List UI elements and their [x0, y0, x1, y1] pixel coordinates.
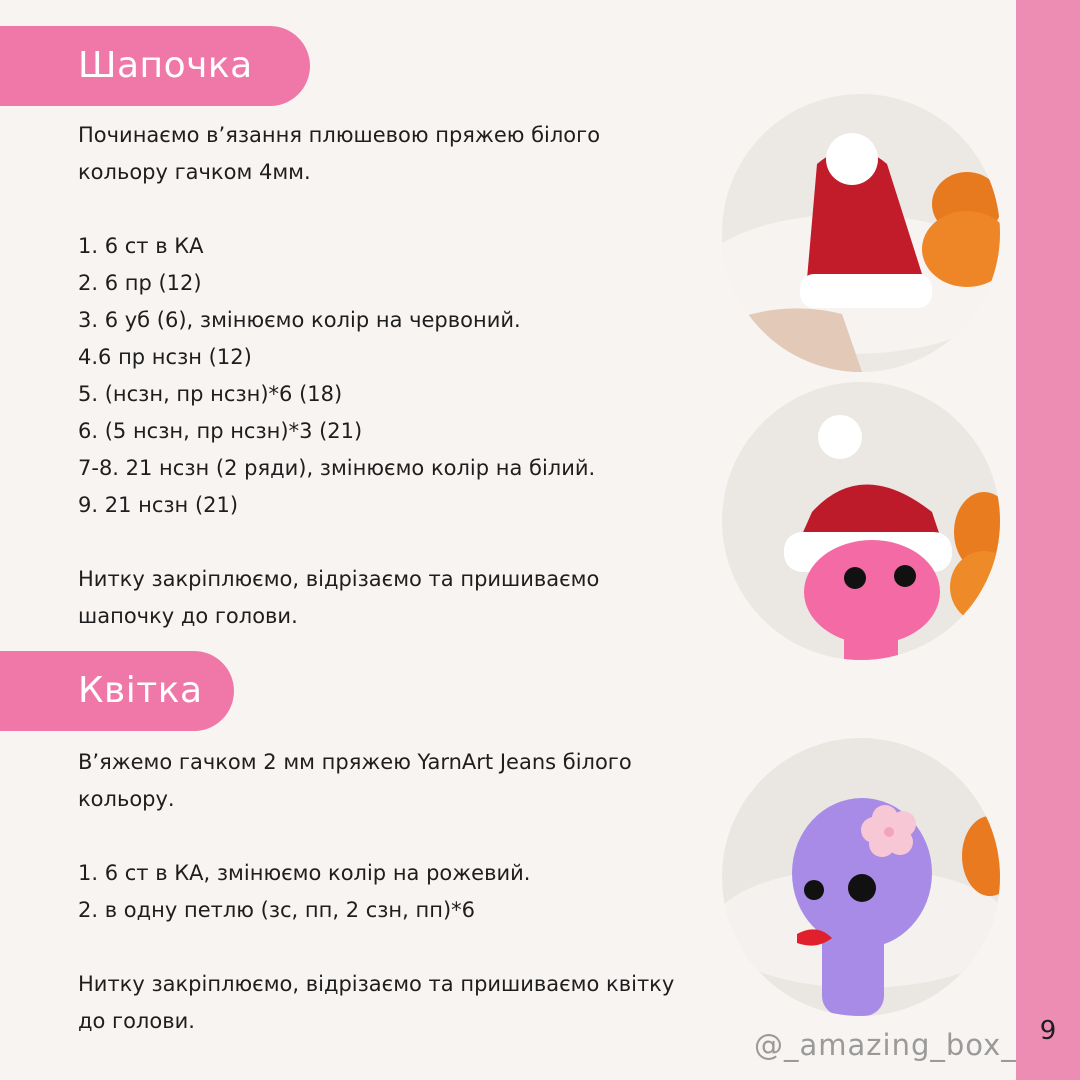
author-handle: @_amazing_box_	[754, 1028, 1017, 1062]
hat-outro-line: Нитку закріплюємо, відрізаємо та пришиваємо	[78, 567, 600, 591]
flower-step: 2. в одну петлю (зс, пп, 2 сзн, пп)*6	[78, 898, 476, 922]
photo-hat-closeup	[722, 94, 1000, 372]
hat-step: 7-8. 21 нсзн (2 ряди), змінюємо колір на білий.	[78, 456, 596, 480]
flower-intro-line: В’яжемо гачком 2 мм пряжею YarnArt Jeans білого	[78, 750, 632, 774]
hat-intro-line: Починаємо в’язання плюшевою пряжею білого	[78, 123, 601, 147]
hat-step: 2. 6 пр (12)	[78, 271, 202, 295]
hat-step: 5. (нсзн, пр нсзн)*6 (18)	[78, 382, 343, 406]
hat-step: 3. 6 уб (6), змінюємо колір на червоний.	[78, 308, 521, 332]
section-title-flower: Квітка	[0, 651, 234, 731]
photo-purple-toy-with-flower	[722, 738, 1000, 1016]
flower-intro-line: кольору.	[78, 787, 175, 811]
hat-step: 1. 6 ст в КА	[78, 234, 204, 258]
flower-outro-line: до голови.	[78, 1009, 195, 1033]
hat-outro-line: шапочку до голови.	[78, 604, 298, 628]
side-bar	[1016, 0, 1080, 1080]
hat-step: 6. (5 нсзн, пр нсзн)*3 (21)	[78, 419, 363, 443]
photo-pink-toy-with-hat	[722, 382, 1000, 660]
hat-instructions	[78, 117, 718, 635]
hat-intro-line: кольору гачком 4мм.	[78, 160, 311, 184]
flower-outro-line: Нитку закріплюємо, відрізаємо та пришиваємо квітку	[78, 972, 675, 996]
hat-step: 4.6 пр нсзн (12)	[78, 345, 252, 369]
hat-step: 9. 21 нсзн (21)	[78, 493, 239, 517]
flower-step: 1. 6 ст в КА, змінюємо колір на рожевий.	[78, 861, 531, 885]
page-number: 9	[1039, 1016, 1057, 1046]
flower-instructions	[78, 744, 718, 1040]
section-title-hat: Шапочка	[0, 26, 310, 106]
